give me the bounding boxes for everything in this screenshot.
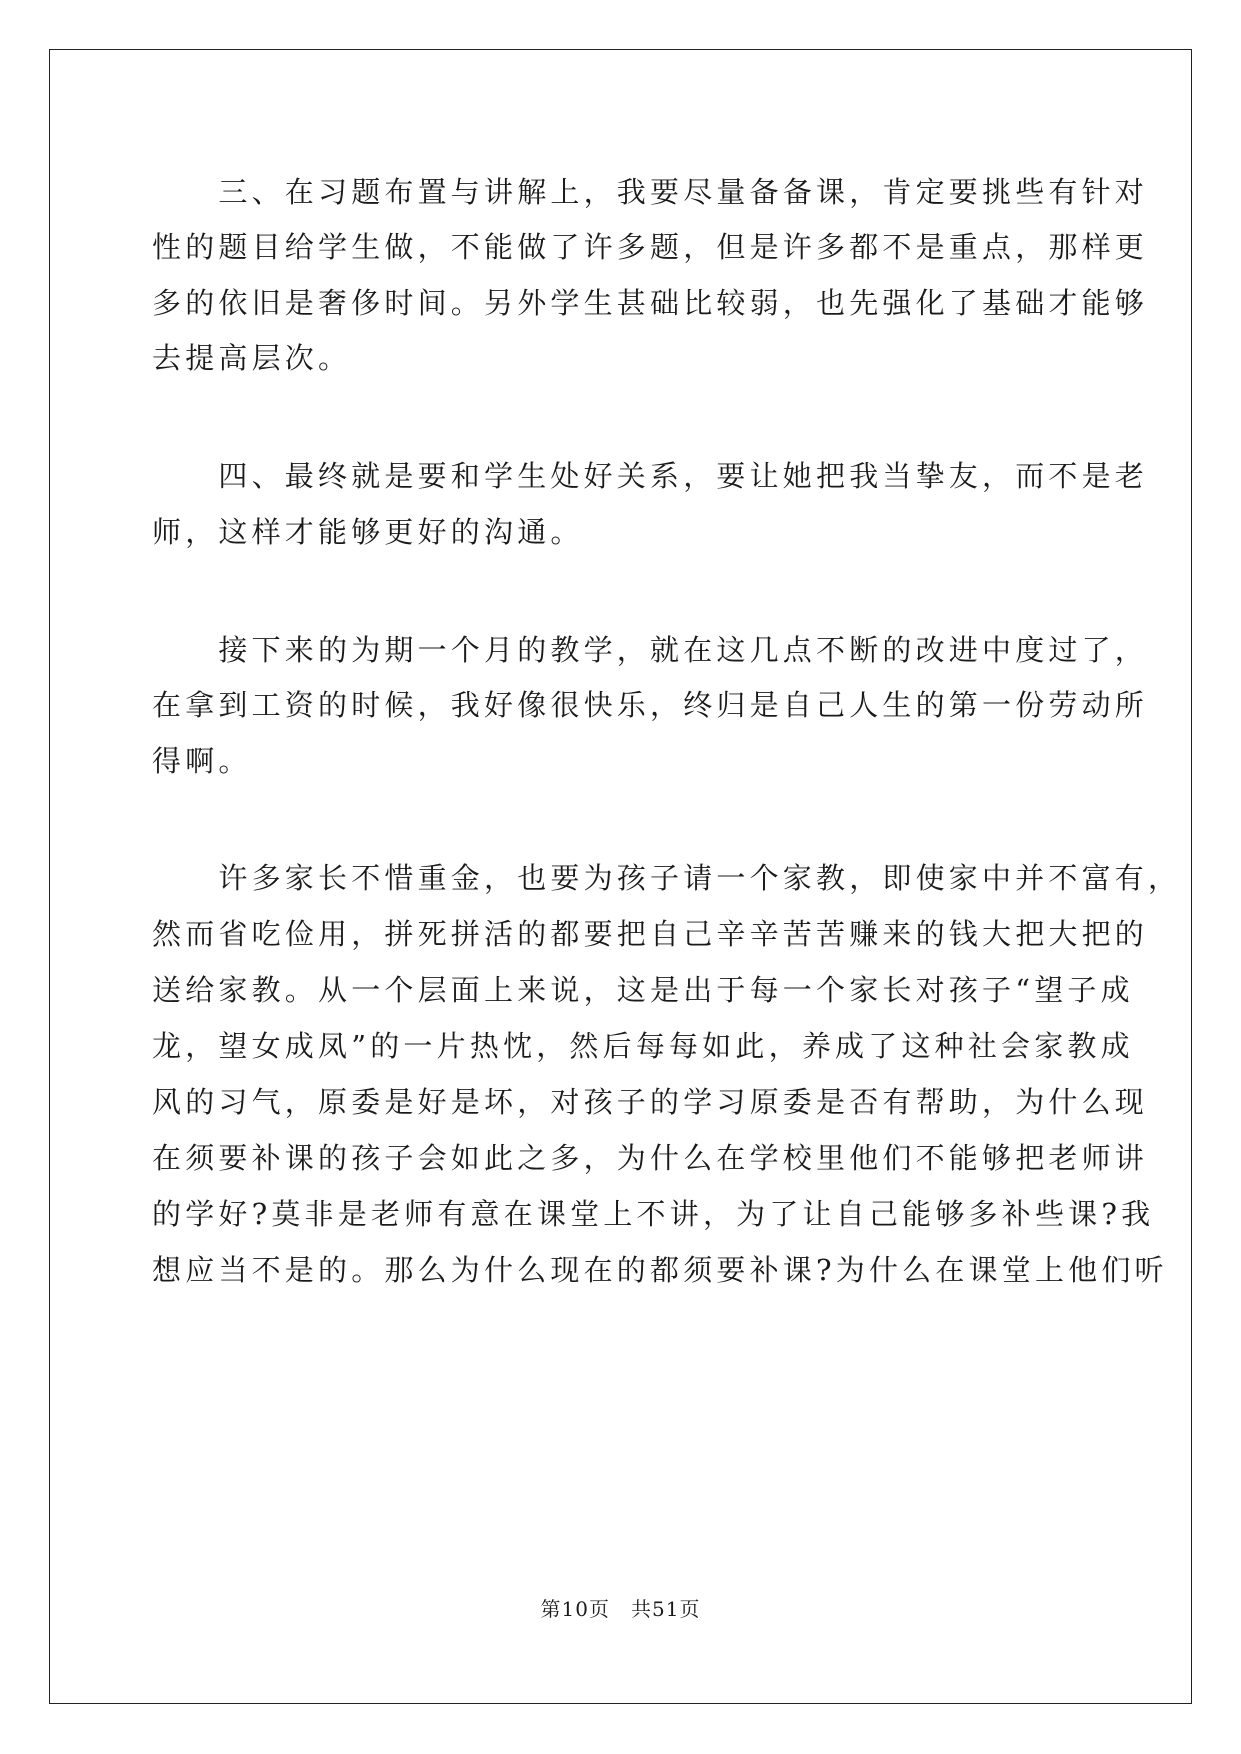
text-line: 多的依旧是奢侈时间。另外学生甚础比较弱，也先强化了基础才能够 [152, 286, 1149, 320]
text-line: 三、在习题布置与讲解上，我要尽量备备课，肯定要挑些有针对 [152, 175, 1149, 209]
text-line: 得啊。 [152, 744, 252, 778]
text-line: 风的习气，原委是好是坏，对孩子的学习原委是否有帮助，为什么现 [152, 1085, 1149, 1119]
text-line: 然而省吃俭用，拼死拼活的都要把自己辛辛苦苦赚来的钱大把大把的 [152, 917, 1149, 951]
text-line: 四、最终就是要和学生处好关系，要让她把我当挚友，而不是老 [152, 459, 1149, 493]
text-line: 的学好?莫非是老师有意在课堂上不讲，为了让自己能够多补些课?我 [152, 1197, 1155, 1231]
text-line: 想应当不是的。那么为什么现在的都须要补课?为什么在课堂上他们听 [152, 1253, 1168, 1287]
text-line: 去提高层次。 [152, 341, 352, 375]
text-line: 送给家教。从一个层面上来说，这是出于每一个家长对孩子“望子成 [152, 973, 1134, 1007]
text-line: 许多家长不惜重金，也要为孩子请一个家教，即使家中并不富有， [152, 861, 1182, 895]
page-number-footer: 第10页 共51页 [540, 1597, 701, 1621]
text-line: 性的题目给学生做，不能做了许多题，但是许多都不是重点，那样更 [152, 230, 1149, 264]
text-line: 在拿到工资的时候，我好像很快乐，终归是自己人生的第一份劳动所 [152, 688, 1149, 722]
text-line: 龙，望女成凤”的一片热忱，然后每每如此，养成了这种社会家教成 [152, 1029, 1134, 1063]
text-line: 接下来的为期一个月的教学，就在这几点不断的改进中度过了， [152, 633, 1149, 667]
text-line: 师，这样才能够更好的沟通。 [152, 515, 584, 549]
text-line: 在须要补课的孩子会如此之多，为什么在学校里他们不能够把老师讲 [152, 1141, 1149, 1175]
